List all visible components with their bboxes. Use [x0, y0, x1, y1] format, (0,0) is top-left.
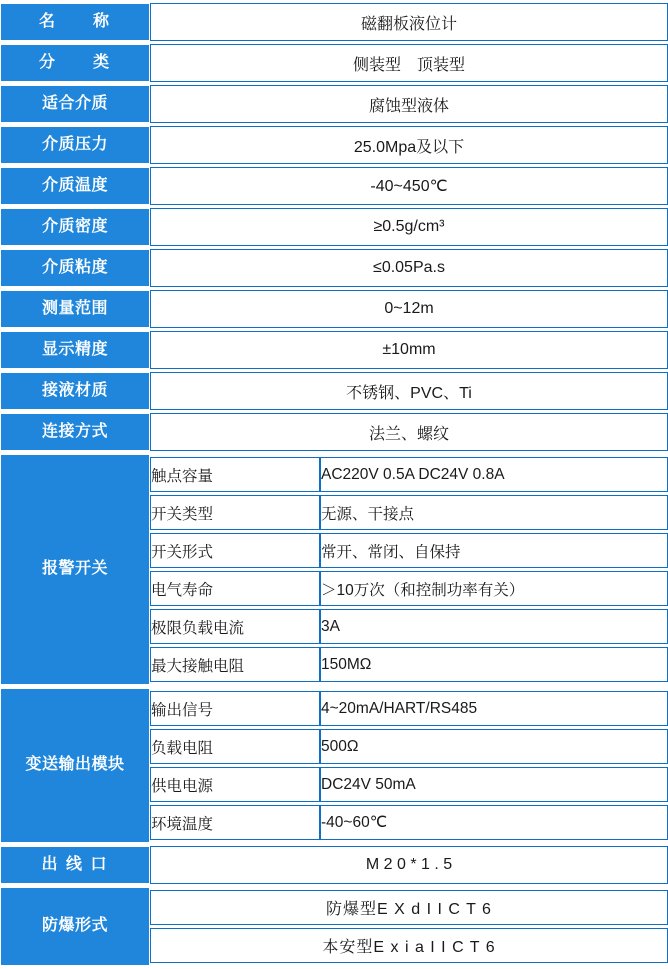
sub-value-max-contact-resistance: 150MΩ: [320, 647, 668, 682]
sub-value-load-resistance: 500Ω: [320, 729, 668, 764]
sub-label-load-resistance: 负载电阻: [150, 729, 320, 764]
table-row: [0, 846, 668, 884]
row-value-medium: 腐蚀型液体: [150, 85, 668, 123]
label-text: 适合介质: [41, 94, 108, 112]
list-item: [150, 729, 668, 764]
row-label-name: [0, 3, 150, 41]
group-body-alarm-switch: [150, 454, 668, 685]
table-row: [0, 372, 668, 410]
sub-label-switch-form: 开关形式: [150, 533, 320, 568]
row-value-density: ≥0.5g/cm³: [150, 208, 668, 246]
row-value-accuracy: ±10mm: [150, 331, 668, 369]
list-item: [150, 928, 668, 963]
list-item: [150, 571, 668, 606]
group-label-explosion-proof: [0, 887, 150, 966]
label-text: 报警开关: [41, 560, 108, 578]
group-body-explosion-proof: [150, 887, 668, 966]
row-label-medium: [0, 85, 150, 123]
list-item: [150, 609, 668, 644]
table-row: [0, 208, 668, 246]
table-row: [0, 3, 668, 41]
label-text: 显示精度: [41, 340, 108, 358]
row-label-density: [0, 208, 150, 246]
sub-label-output-signal: 输出信号: [150, 691, 320, 726]
group-label-alarm-switch: [0, 454, 150, 685]
label-text: 接液材质: [41, 381, 108, 399]
group-label-transmitter-module: [0, 688, 150, 843]
sub-label-max-contact-resistance: 最大接触电阻: [150, 647, 320, 682]
row-label-outlet: [0, 846, 150, 884]
row-value-wetted-material: 不锈钢、PVC、Ti: [150, 372, 668, 410]
list-item: [150, 495, 668, 530]
sub-label-electrical-life: 电气寿命: [150, 571, 320, 606]
sub-value-intrinsic-safety-exia: 本安型E x i a I I C T 6: [150, 928, 668, 963]
sub-value-ambient-temperature: -40~60℃: [320, 805, 668, 840]
row-label-pressure: [0, 126, 150, 164]
list-item: [150, 805, 668, 840]
table-row: [0, 126, 668, 164]
row-label-temperature: [0, 167, 150, 205]
list-item: [150, 767, 668, 802]
label-text: 介质密度: [41, 217, 108, 235]
explosion-proof-subtable: [150, 887, 668, 966]
table-row-group-alarm-switch: [0, 454, 668, 685]
sub-value-contact-capacity: AC220V 0.5A DC24V 0.8A: [320, 457, 668, 492]
row-label-classification: [0, 44, 150, 82]
sub-value-electrical-life: ＞10万次（和控制功率有关）: [320, 571, 668, 606]
sub-label-max-load-current: 极限负载电流: [150, 609, 320, 644]
row-value-connection: 法兰、螺纹: [150, 413, 668, 451]
list-item: [150, 457, 668, 492]
alarm-switch-subtable: [150, 454, 668, 685]
row-value-pressure: 25.0Mpa及以下: [150, 126, 668, 164]
list-item: [150, 647, 668, 682]
label-text: 介质温度: [41, 176, 108, 194]
label-text: 分 类: [38, 53, 111, 71]
label-text: 介质压力: [41, 135, 108, 153]
label-text: 防爆形式: [41, 917, 108, 935]
row-value-viscosity: ≤0.05Pa.s: [150, 249, 668, 287]
label-text: 测量范围: [41, 299, 108, 317]
table-row: [0, 413, 668, 451]
row-value-classification: 侧装型 顶装型: [150, 44, 668, 82]
table-row-group-transmitter: [0, 688, 668, 843]
row-value-outlet: M 2 0 * 1 . 5: [150, 846, 668, 884]
table-row: [0, 290, 668, 328]
label-text: 连接方式: [41, 422, 108, 440]
row-label-wetted-material: [0, 372, 150, 410]
row-label-accuracy: [0, 331, 150, 369]
list-item: [150, 890, 668, 925]
table-row: [0, 85, 668, 123]
table-row: [0, 167, 668, 205]
sub-value-max-load-current: 3A: [320, 609, 668, 644]
label-text: 出 线 口: [41, 855, 109, 873]
table-row: [0, 44, 668, 82]
sub-label-switch-type: 开关类型: [150, 495, 320, 530]
transmitter-subtable: [150, 688, 668, 843]
row-value-temperature: -40~450℃: [150, 167, 668, 205]
sub-label-contact-capacity: 触点容量: [150, 457, 320, 492]
sub-value-power-supply: DC24V 50mA: [320, 767, 668, 802]
table-row: [0, 249, 668, 287]
row-label-range: [0, 290, 150, 328]
sub-label-ambient-temperature: 环境温度: [150, 805, 320, 840]
row-label-viscosity: [0, 249, 150, 287]
list-item: [150, 533, 668, 568]
group-body-transmitter-module: [150, 688, 668, 843]
table-row-group-explosion-proof: [0, 887, 668, 966]
sub-value-switch-form: 常开、常闭、自保持: [320, 533, 668, 568]
sub-value-switch-type: 无源、干接点: [320, 495, 668, 530]
sub-value-output-signal: 4~20mA/HART/RS485: [320, 691, 668, 726]
label-text: 变送输出模块: [25, 756, 125, 774]
row-value-name: 磁翻板液位计: [150, 3, 668, 41]
row-value-range: 0~12m: [150, 290, 668, 328]
label-text: 名 称: [38, 12, 111, 30]
sub-value-explosion-proof-ex: 防爆型E X d I I C T 6: [150, 890, 668, 925]
label-text: 介质粘度: [41, 258, 108, 276]
table-row: [0, 331, 668, 369]
sub-label-power-supply: 供电电源: [150, 767, 320, 802]
row-label-connection: [0, 413, 150, 451]
list-item: [150, 691, 668, 726]
